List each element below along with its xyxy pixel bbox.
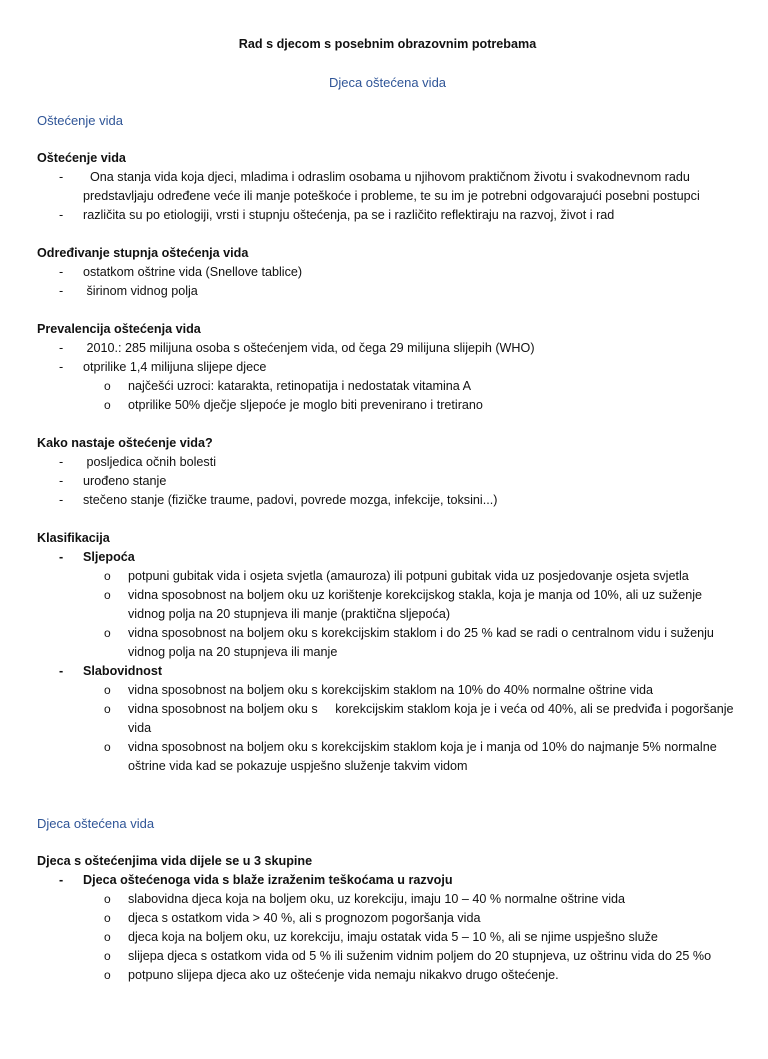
sub-list-item-text: djeca koja na boljem oku, uz korekciju, imaju ostatak vida 5 – 10 %, ali se njime uspješno služe bbox=[128, 930, 658, 944]
sub-list-item-text: slabovidna djeca koja na boljem oku, uz korekciju, imaju 10 – 40 % normalne oštrine vida bbox=[128, 892, 626, 906]
dash-marker: - bbox=[59, 170, 64, 184]
sub-list bbox=[37, 377, 738, 415]
list-item bbox=[37, 871, 738, 890]
circle-marker: o bbox=[104, 398, 111, 412]
section-heading: Oštećenje vida bbox=[37, 113, 123, 128]
sub-list-item bbox=[37, 909, 738, 928]
list-item-text: različita su po etiologiji, vrsti i stupnju oštećenja, pa se i različito reflektiraju na razvoj, život i rad bbox=[83, 208, 615, 222]
document-page bbox=[0, 35, 768, 1059]
sub-list-item bbox=[37, 947, 738, 966]
sub-list-item bbox=[37, 396, 738, 415]
sub-list bbox=[37, 890, 738, 985]
list-item-text: širinom vidnog polja bbox=[83, 284, 198, 298]
sub-list-item-text: najčešći uzroci: katarakta, retinopatija i nedostatak vitamina A bbox=[128, 379, 472, 393]
sub-list-item bbox=[37, 624, 738, 662]
group-heading: Oštećenje vida bbox=[37, 151, 126, 165]
sub-list-item-text: vidna sposobnost na boljem oku s korekcijskim staklom koja je i veća od 40%, ali se predviđa i pogoršanje vida bbox=[128, 702, 738, 735]
list-item-text: urođeno stanje bbox=[83, 474, 167, 488]
list-item bbox=[37, 282, 738, 301]
dash-marker: - bbox=[59, 341, 64, 355]
bullet-list bbox=[37, 871, 738, 985]
list-item-text: stečeno stanje (fizičke traume, padovi, povrede mozga, infekcije, toksini...) bbox=[83, 493, 498, 507]
bullet-list bbox=[37, 548, 738, 776]
circle-marker: o bbox=[104, 379, 111, 393]
document-subtitle: Djeca oštećena vida bbox=[328, 75, 447, 90]
circle-marker: o bbox=[104, 892, 111, 906]
section-heading: Djeca oštećena vida bbox=[37, 816, 155, 831]
list-item bbox=[37, 263, 738, 282]
list-item bbox=[37, 662, 738, 681]
dash-marker: - bbox=[59, 208, 64, 222]
sub-list-item bbox=[37, 681, 738, 700]
sub-list-item-text: slijepa djeca s ostatkom vida od 5 % ili suženim vidnim poljem do 20 stupnjeva, uz oštrinu vida do 25 %o bbox=[128, 949, 712, 963]
document-title: Rad s djecom s posebnim obrazovnim potrebama bbox=[238, 37, 537, 51]
bullet-list bbox=[37, 168, 738, 225]
sub-list-item-text: otprilike 50% dječje sljepoće je moglo biti prevenirano i tretirano bbox=[128, 398, 483, 412]
circle-marker: o bbox=[104, 626, 111, 640]
circle-marker: o bbox=[104, 588, 111, 602]
group-heading: Određivanje stupnja oštećenja vida bbox=[37, 246, 249, 260]
group-heading: Klasifikacija bbox=[37, 531, 110, 545]
list-item-text: posljedica očnih bolesti bbox=[83, 455, 217, 469]
circle-marker: o bbox=[104, 911, 111, 925]
sub-list bbox=[37, 681, 738, 776]
sub-list-item bbox=[37, 890, 738, 909]
dash-marker: - bbox=[59, 664, 64, 678]
circle-marker: o bbox=[104, 569, 111, 583]
sub-list-item-text: vidna sposobnost na boljem oku s korekcijskim staklom i do 25 % kad se radi o centralnom vidu i suženju vidnog polja na 20 stupnjeva ili manje bbox=[128, 626, 718, 659]
sub-list-item-text: vidna sposobnost na boljem oku s korekcijskim staklom koja je i manja od 10% do najmanje 5% normalne oštrine vida kad se pokazuje uspješno služenje takvim vidom bbox=[128, 740, 721, 773]
circle-marker: o bbox=[104, 949, 111, 963]
circle-marker: o bbox=[104, 683, 111, 697]
list-item-text: otprilike 1,4 milijuna slijepe djece bbox=[83, 360, 267, 374]
dash-marker: - bbox=[59, 474, 64, 488]
group-heading: Kako nastaje oštećenje vida? bbox=[37, 436, 213, 450]
list-item bbox=[37, 168, 738, 206]
list-item-text: 2010.: 285 milijuna osoba s oštećenjem vida, od čega 29 milijuna slijepih (WHO) bbox=[83, 341, 535, 355]
dash-marker: - bbox=[59, 284, 64, 298]
document-content bbox=[37, 111, 738, 985]
circle-marker: o bbox=[104, 740, 111, 754]
list-item bbox=[37, 206, 738, 225]
sub-list-item bbox=[37, 567, 738, 586]
list-item bbox=[37, 453, 738, 472]
sub-list-item-text: potpuni gubitak vida i osjeta svjetla (amauroza) ili potpuni gubitak vida uz posjedovanje osjeta svjetla bbox=[128, 569, 689, 583]
dash-marker: - bbox=[59, 360, 64, 374]
sub-list-item bbox=[37, 966, 738, 985]
sub-list-item-text: djeca s ostatkom vida > 40 %, ali s prognozom pogoršanja vida bbox=[128, 911, 481, 925]
dash-marker: - bbox=[59, 455, 64, 469]
bullet-list bbox=[37, 339, 738, 415]
list-item-text: Ona stanja vida koja djeci, mladima i odraslim osobama u njihovom praktičnom životu i svakodnevnom radu predstavljaju određene veće ili manje poteškoće i probleme, te su im je potrebni odgovarajući posebni postupci bbox=[83, 170, 700, 203]
sub-list-item bbox=[37, 738, 738, 776]
sub-list-item-text: potpuno slijepa djeca ako uz oštećenje vida nemaju nikakvo drugo oštećenje. bbox=[128, 968, 559, 982]
dash-marker: - bbox=[59, 873, 64, 887]
list-item bbox=[37, 548, 738, 567]
list-item-text: ostatkom oštrine vida (Snellove tablice) bbox=[83, 265, 303, 279]
list-item bbox=[37, 472, 738, 491]
dash-marker: - bbox=[59, 265, 64, 279]
list-item-text: Slabovidnost bbox=[83, 664, 163, 678]
circle-marker: o bbox=[104, 702, 111, 716]
list-item-text: Djeca oštećenoga vida s blaže izraženim teškoćama u razvoju bbox=[83, 873, 453, 887]
list-item bbox=[37, 339, 738, 358]
list-item-text: Sljepoća bbox=[83, 550, 135, 564]
sub-list-item bbox=[37, 700, 738, 738]
sub-list-item bbox=[37, 377, 738, 396]
list-item bbox=[37, 491, 738, 510]
group-heading: Prevalencija oštećenja vida bbox=[37, 322, 201, 336]
sub-list-item bbox=[37, 928, 738, 947]
sub-list bbox=[37, 567, 738, 662]
bullet-list bbox=[37, 263, 738, 301]
sub-list-item-text: vidna sposobnost na boljem oku s korekcijskim staklom na 10% do 40% normalne oštrine vida bbox=[128, 683, 654, 697]
list-item bbox=[37, 358, 738, 377]
sub-list-item-text: vidna sposobnost na boljem oku uz korištenje korekcijskog stakla, koja je manja od 10%, ali uz suženje vidnog polja na 20 stupnjeva ili manje (praktična sljepoća) bbox=[128, 588, 706, 621]
circle-marker: o bbox=[104, 968, 111, 982]
bullet-list bbox=[37, 453, 738, 510]
sub-list-item bbox=[37, 586, 738, 624]
group-heading: Djeca s oštećenjima vida dijele se u 3 skupine bbox=[37, 854, 313, 868]
dash-marker: - bbox=[59, 550, 64, 564]
circle-marker: o bbox=[104, 930, 111, 944]
dash-marker: - bbox=[59, 493, 64, 507]
